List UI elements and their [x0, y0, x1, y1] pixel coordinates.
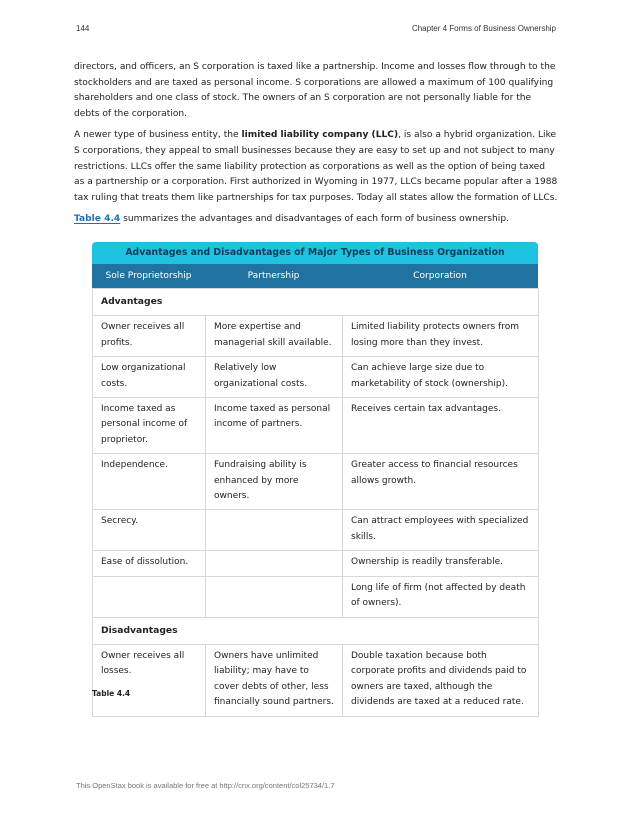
table-cell: Double taxation because both corporate profits and dividends paid to owners are taxed, although the dividends are taxed at a reduced rate. — [343, 644, 539, 716]
table-cell: Relatively low organizational costs. — [206, 357, 343, 398]
page-number: 144 — [76, 24, 90, 33]
table-row — [93, 454, 539, 510]
table-row — [93, 357, 539, 398]
table-cell: Owners have unlimited liability; may have to cover debts of other, less financially sound partners. — [206, 644, 343, 716]
section-row — [93, 617, 539, 644]
column-header-sole-proprietorship: Sole Proprietorship — [105, 271, 192, 281]
table-cell — [206, 576, 343, 617]
table-cell: Owner receives all profits. — [93, 316, 206, 357]
table-cell: Long life of firm (not affected by death of owners). — [343, 576, 539, 617]
paragraph-table-ref — [74, 212, 558, 228]
table-cell: Ownership is readily transferable. — [343, 551, 539, 576]
column-header-partnership: Partnership — [247, 271, 300, 281]
table-row — [93, 398, 539, 454]
table-cell: Low organizational costs. — [93, 357, 206, 398]
table-cell: Owner receives all losses. — [93, 644, 206, 716]
table-cell: Ease of dissolution. — [93, 551, 206, 576]
chapter-title: Chapter 4 Forms of Business Ownership — [411, 24, 556, 33]
llc-term: limited liability company (LLC) — [241, 130, 399, 141]
table-cell: Can attract employees with specialized skills. — [343, 510, 539, 551]
table-row — [93, 644, 539, 716]
table-row — [93, 510, 539, 551]
paragraph-s-corporation: directors, and officers, an S corporation is taxed like a partnership. Income and losses flow through to the stockholders and are taxed as personal income. S corporations are allowed a maximum of 100 qualifying shareholders and one class of stock. The owners of an S corporation are not personally liable for the debts of the corporation. — [74, 62, 556, 119]
table-cell: More expertise and managerial skill available. — [206, 316, 343, 357]
table-cell: Can achieve large size due to marketability of stock (ownership). — [343, 357, 539, 398]
page-footer: This OpenStax book is available for free at http://cnx.org/content/col25734/1.7 — [76, 781, 335, 790]
body-text — [74, 60, 558, 234]
table-row — [93, 576, 539, 617]
table-cell — [93, 576, 206, 617]
section-label: Disadvantages — [93, 617, 539, 644]
table-row — [93, 551, 539, 576]
paragraph-table-ref-text: summarizes the advantages and disadvantages of each form of business ownership. — [120, 214, 509, 225]
table-cell: Receives certain tax advantages. — [343, 398, 539, 454]
table-cell — [206, 551, 343, 576]
column-header-corporation: Corporation — [413, 271, 467, 281]
table-cell: Income taxed as personal income of partners. — [206, 398, 343, 454]
paragraph-llc-rest: , is also a hybrid organization. Like S corporations, they appeal to small businesses because they are easy to set up and not subject to many restrictions. LLCs offer the same liability protection as corporations as well as the option of being taxed as a partnership or a corporation. First authorized in Wyoming in 1977, LLCs became popular after a 1988 tax ruling that treats them like partnerships for tax purposes. Today all states allow the formation of LLCs. — [74, 130, 558, 203]
business-organization-table — [92, 242, 538, 717]
table-header-row — [92, 264, 538, 288]
section-row — [93, 289, 539, 316]
table-title: Advantages and Disadvantages of Major Types of Business Organization — [92, 242, 538, 264]
table-row — [93, 316, 539, 357]
paragraph-llc — [74, 128, 558, 206]
table-body — [92, 288, 539, 717]
paragraph-llc-intro: A newer type of business entity, the — [74, 130, 242, 141]
table-cell — [206, 510, 343, 551]
table-cell: Secrecy. — [93, 510, 206, 551]
table-cell: Greater access to financial resources allows growth. — [343, 454, 539, 510]
table-cell: Fundraising ability is enhanced by more owners. — [206, 454, 343, 510]
table-cell: Income taxed as personal income of proprietor. — [93, 398, 206, 454]
table-cell: Independence. — [93, 454, 206, 510]
table-cell: Limited liability protects owners from losing more than they invest. — [343, 316, 539, 357]
table-caption: Table 4.4 — [92, 689, 131, 698]
table-4-4-link[interactable]: Table 4.4 — [74, 214, 121, 225]
section-label: Advantages — [93, 289, 539, 316]
